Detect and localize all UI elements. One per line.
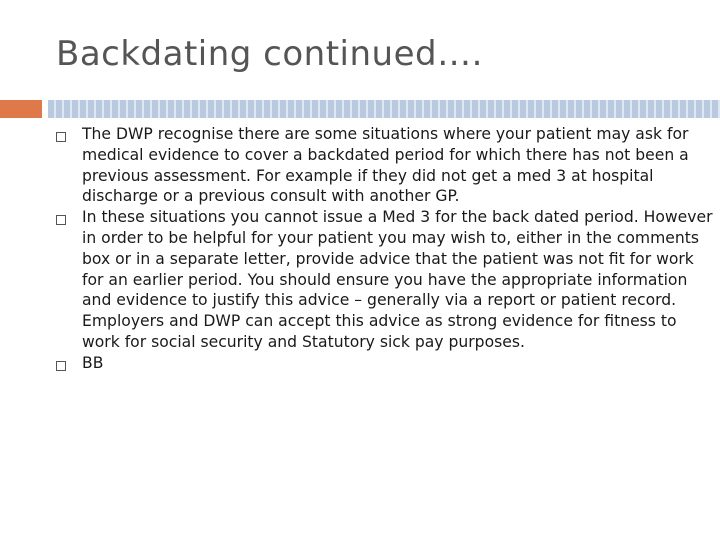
bullet-item bbox=[56, 353, 716, 374]
bullet-item bbox=[56, 207, 716, 353]
square-bullet-icon bbox=[56, 132, 66, 142]
square-bullet-icon bbox=[56, 361, 66, 371]
title-rule-accent bbox=[0, 100, 42, 118]
bullet-text: In these situations you cannot issue a Med 3 for the back dated period. However in order to be helpful for your patient you may wish to, either in the comments box or in a separate letter, provide advice that the patient was not fit for work for an earlier period. You should ensure you have the appropriate information and evidence to justify this advice – generally via a report or patient record. Employers and DWP can accept this advice as strong evidence for fitness to work for social security and Statutory sick pay purposes. bbox=[82, 208, 713, 351]
bullet-text: The DWP recognise there are some situations where your patient may ask for medical evidence to cover a backdated period for which there has not been a previous assessment. For example if they did not get a med 3 at hospital discharge or a previous consult with another GP. bbox=[82, 125, 689, 206]
bullet-list bbox=[56, 124, 716, 374]
square-bullet-icon bbox=[56, 215, 66, 225]
title-rule-bar bbox=[48, 100, 720, 118]
bullet-item bbox=[56, 124, 716, 207]
slide-title: Backdating continued…. bbox=[56, 34, 483, 74]
bullet-text: BB bbox=[82, 353, 104, 372]
